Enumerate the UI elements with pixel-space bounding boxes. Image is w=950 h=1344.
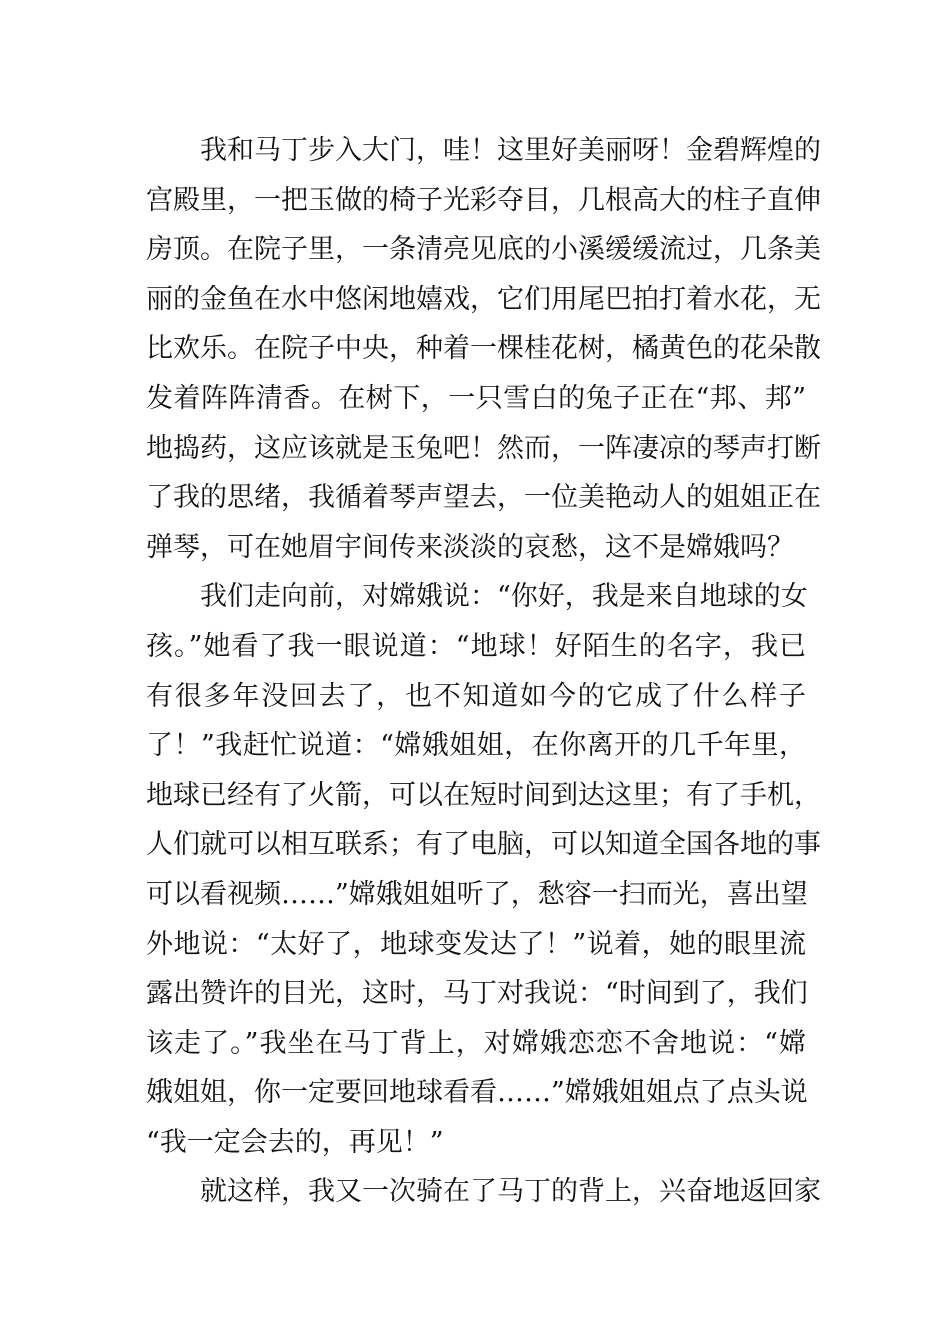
text-line: 弹琴，可在她眉宇间传来淡淡的哀愁，这不是嫦娥吗？ — [146, 531, 794, 563]
text-line: 我们走向前，对嫦娥说：“你好，我是来自地球的女 — [200, 581, 808, 613]
text-line: 可以看视频……”嫦娥姐姐听了，愁容一扫而光，喜出望 — [146, 878, 808, 910]
text-line: 比欢乐。在院子中央，种着一棵桂花树，橘黄色的花朵散 — [146, 333, 821, 365]
text-line: “我一定会去的，再见！” — [146, 1126, 444, 1158]
text-line: 房顶。在院子里，一条清亮见底的小溪缓缓流过，几条美 — [146, 234, 821, 266]
text-line: 我和马丁步入大门，哇！这里好美丽呀！金碧辉煌的 — [200, 135, 821, 166]
text-line: 人们就可以相互联系；有了电脑，可以知道全国各地的事 — [146, 829, 821, 861]
text-line: 就这样，我又一次骑在了马丁的背上，兴奋地返回家 — [200, 1176, 821, 1208]
paragraph-2 — [146, 572, 821, 1167]
paragraph-1 — [146, 126, 821, 572]
text-line: 外地说：“太好了，地球变发达了！”说着，她的眼里流 — [146, 928, 806, 960]
text-line: 该走了。”我坐在马丁背上，对嫦娥恋恋不舍地说：“嫦 — [146, 1027, 806, 1059]
article-body — [146, 126, 821, 1217]
text-line: 丽的金鱼在水中悠闲地嬉戏，它们用尾巴拍打着水花，无 — [146, 283, 821, 315]
text-line: 地球已经有了火箭，可以在短时间到达这里；有了手机， — [146, 779, 821, 811]
text-line: 了我的思绪，我循着琴声望去，一位美艳动人的姐姐正在 — [146, 482, 821, 514]
text-line: 孩。”她看了我一眼说道：“地球！好陌生的名字，我已 — [146, 630, 806, 662]
text-line: 宫殿里，一把玉做的椅子光彩夺目，几根高大的柱子直伸 — [146, 184, 821, 216]
text-line: 了！”我赶忙说道：“嫦娥姐姐，在你离开的几千年里， — [146, 730, 806, 762]
text-line: 发着阵阵清香。在树下，一只雪白的兔子正在“邦、邦” — [146, 382, 806, 414]
text-line: 露出赞许的目光，这时，马丁对我说：“时间到了，我们 — [146, 978, 808, 1010]
text-line: 娥姐姐，你一定要回地球看看……”嫦娥姐姐点了点头说 — [146, 1077, 808, 1109]
text-line: 地捣药，这应该就是玉兔吧！然而，一阵凄凉的琴声打断 — [146, 432, 821, 464]
paragraph-3 — [146, 1167, 821, 1217]
text-line: 有很多年没回去了，也不知道如今的它成了什么样子 — [146, 680, 806, 712]
